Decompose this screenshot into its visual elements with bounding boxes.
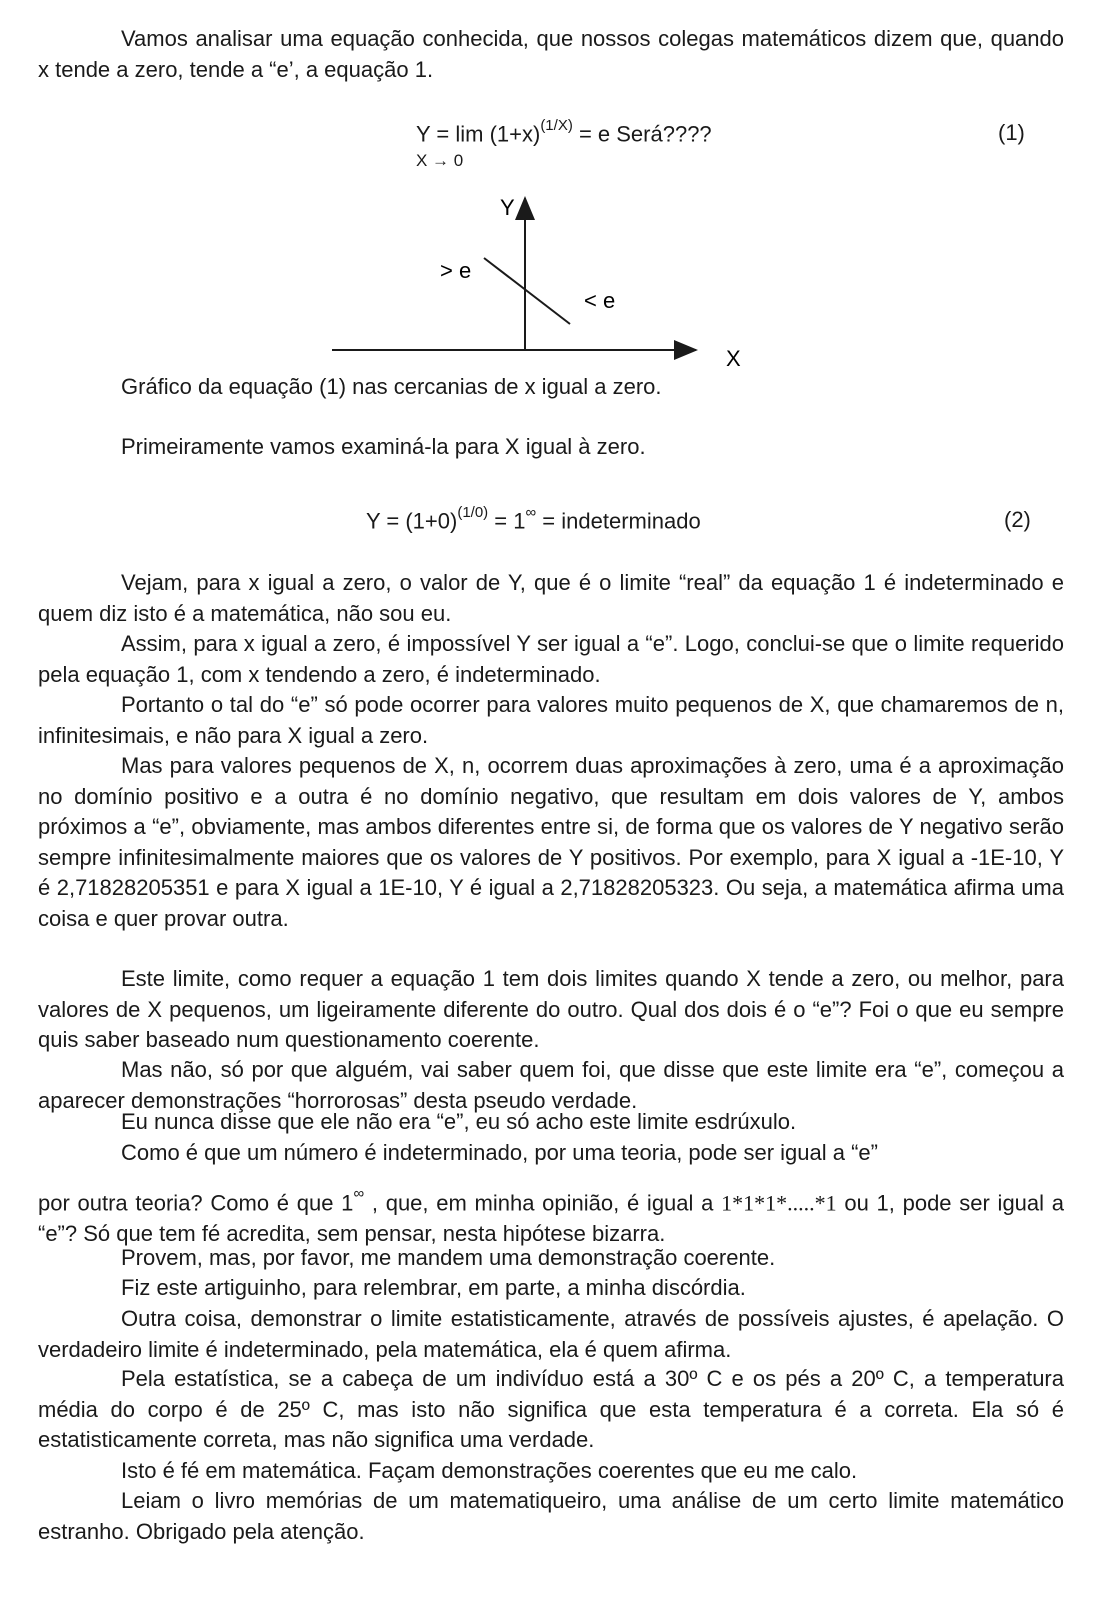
- eq1-rhs: = e Será????: [572, 121, 712, 147]
- closing-2: Fiz este artiguinho, para relembrar, em parte, a minha discórdia.: [121, 1275, 746, 1300]
- eq2-mid: = 1: [488, 508, 526, 534]
- como-part-b: , que, em minha opinião, é igual a: [364, 1190, 722, 1216]
- paragraph-5: Este limite, como requer a equação 1 tem dois limites quando X tende a zero, ou melhor, para valores de X pequenos, um ligeiramente diferente do outro. Qual dos dois é o “e”? Foi o que eu sempre quis saber baseado num questionamento coerente.: [38, 966, 1064, 1052]
- x-axis-label: X: [726, 346, 741, 371]
- eq2-exponent: (1/0): [457, 504, 489, 521]
- paragraph-como-line1: Como é que um número é indeterminado, por uma teoria, pode ser igual a “e”: [121, 1140, 878, 1165]
- eq1-limit-subscript: X → 0: [416, 151, 464, 170]
- closing-4: Pela estatística, se a cabeça de um indivíduo está a 30º C e os pés a 20º C, a temperatura média do corpo é de 25º C, mas isto não significa que esta temperatura é a correta. Ela só é estatisticamente correta, mas não significa uma verdade.: [38, 1366, 1064, 1452]
- y-axis-label: Y: [500, 195, 515, 220]
- eq2-number: (2): [1004, 507, 1031, 532]
- como-infinity: ∞: [353, 1185, 365, 1202]
- curve-line: [484, 258, 570, 324]
- eq2-rhs: = indeterminado: [536, 508, 701, 534]
- como-part-a: por outra teoria? Como é que 1: [38, 1190, 354, 1216]
- como-product: 1*1*1*.....*1: [721, 1190, 837, 1216]
- less-than-e-label: < e: [584, 288, 616, 313]
- closing-5: Isto é fé em matemática. Façam demonstrações coerentes que eu me calo.: [121, 1458, 858, 1483]
- closing-3: Outra coisa, demonstrar o limite estatisticamente, através de possíveis ajustes, é apelação. O verdadeiro limite é indeterminado, pela matemática, ela é quem afirma.: [38, 1306, 1064, 1362]
- closing-1: Provem, mas, por favor, me mandem uma demonstração coerente.: [121, 1245, 776, 1270]
- greater-than-e-label: > e: [440, 258, 472, 283]
- equation-1: [416, 117, 712, 147]
- eq1-exponent: (1/X): [540, 117, 573, 134]
- eq2-infinity: ∞: [525, 504, 537, 521]
- eq2-lhs: Y = (1+0): [366, 508, 458, 534]
- paragraph-2: Assim, para x igual a zero, é impossível Y ser igual a “e”. Logo, conclui-se que o limite requerido pela equação 1, com x tendendo a zero, é indeterminado.: [38, 631, 1064, 687]
- equation-2: [366, 504, 701, 534]
- paragraph-como-body: [38, 1182, 1064, 1249]
- limit-graph: [320, 188, 760, 378]
- paragraph-3: Portanto o tal do “e” só pode ocorrer para valores muito pequenos de X, que chamaremos de n, infinitesimais, e não para X igual a zero.: [38, 692, 1064, 748]
- intro-paragraph: Vamos analisar uma equação conhecida, que nossos colegas matemáticos dizem que, quando x tende a zero, tende a “e’, a equação 1.: [38, 26, 1064, 82]
- paragraph-4: Mas para valores pequenos de X, n, ocorrem duas aproximações à zero, uma é a aproximação no domínio positivo e a outra é no domínio negativo, que resultam em dois valores de Y, ambos próximos a “e”, obviamente, mas ambos diferentes entre si, de forma que os valores de Y negativo serão sempre infinitesimalmente maiores que os valores de Y positivos. Por exemplo, para X igual a -1E-10, Y é 2,71828205351 e para X igual a 1E-10, Y é igual a 2,71828205323. Ou seja, a matemática afirma uma coisa e quer provar outra.: [38, 753, 1064, 931]
- paragraph-1: Vejam, para x igual a zero, o valor de Y, que é o limite “real” da equação 1 é indeterminado e quem diz isto é a matemática, não sou eu.: [38, 570, 1064, 626]
- paragraph-7: Eu nunca disse que ele não era “e”, eu só acho este limite esdrúxulo.: [121, 1109, 797, 1134]
- eq1-lhs: Y = lim (1+x): [416, 121, 541, 147]
- paragraph-6: Mas não, só por que alguém, vai saber quem foi, que disse que este limite era “e”, começou a aparecer demonstrações “horrorosas” desta pseudo verdade.: [38, 1057, 1064, 1113]
- graph-caption: Gráfico da equação (1) nas cercanias de x igual a zero.: [121, 374, 662, 399]
- first-exam-paragraph: Primeiramente vamos examiná-la para X igual à zero.: [121, 434, 646, 459]
- closing-6: Leiam o livro memórias de um matematiqueiro, uma análise de um certo limite matemático estranho. Obrigado pela atenção.: [38, 1488, 1064, 1544]
- eq1-number: (1): [998, 120, 1025, 145]
- como-part-c: ou 1, pode ser igual a “e”? Só que tem fé acredita, sem pensar, nesta hipótese bizarra.: [38, 1190, 1065, 1247]
